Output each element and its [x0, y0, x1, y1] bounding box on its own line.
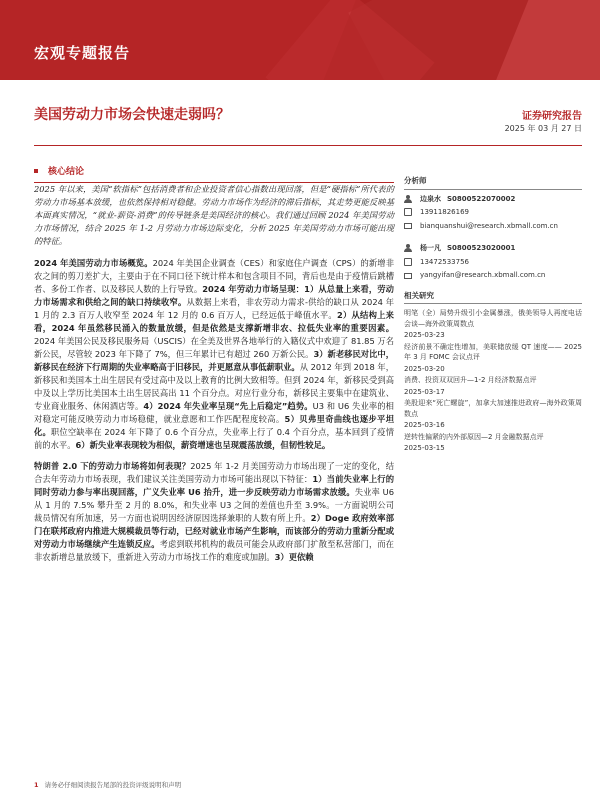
text-run: 失业率 U6 从 1 月的 7.5% 攀升至 2 月的 8.0%，和失业率 U3 之间的差值也升至 3.9%。一方面说明公司裁员情况有所加速，另一方面也说明因经济原因选择兼职的人数有所上升。 [34, 487, 394, 523]
related-date: 2025-03-15 [404, 444, 445, 452]
mail-icon [404, 223, 412, 229]
bold-run: 2024 年劳动力市场呈现：1）从总量上来看，劳动力市场需求和供给之间的缺口持续收窄。 [34, 284, 394, 307]
bold-run: 6）新失业率表现较为相似，薪资增速也呈现震荡放缓，但韧性较足。 [75, 440, 331, 450]
analyst-phone-row [404, 257, 582, 268]
related-date: 2025-03-16 [404, 421, 445, 429]
related-item[interactable]: 逆转性偏紧的内外部原因—2 月金融数据点评 [404, 432, 544, 441]
report-title: 美国劳动力市场会快速走弱吗？ [34, 107, 230, 123]
text-run: 职位空缺率在 2024 年下降了 0.6 个百分点，失业率上行了 0.4 个百分点，基本回到了疫情前的水平。 [34, 427, 394, 450]
text-run: U3 和 U6 失业率的相对稳定可能反映劳动力市场稳健，就业意愿和工作匹配程度较高。 [34, 401, 394, 424]
person-icon [404, 244, 412, 252]
banner-title: 宏观专题报告 [34, 44, 131, 62]
overview-paragraph [34, 257, 394, 452]
related-item[interactable]: 美股迎来“死亡螺旋”，加拿大加速推进政府—海外政策周数点 [404, 399, 582, 418]
section-heading-text: 核心结论 [48, 167, 85, 177]
analyst-email[interactable]: yangyifan@research.xbmall.com.cn [420, 271, 546, 279]
analyst-name: 边泉水 [420, 194, 441, 203]
outlook-paragraph [34, 460, 394, 564]
title-divider [34, 145, 582, 146]
text-run: 2025 年 1-2 月美国劳动力市场出现了一定的变化，结合去年劳动力市场表现，我们建议关注美国劳动力市场可能出现以下特征： [34, 461, 394, 484]
sidebar [404, 176, 582, 455]
text-run: 考虑到联邦机构的裁员可能会从政府部门扩散至私营部门，而在非农新增总量放缓下，重新进入劳动力市场找工作的难度或加剧。 [34, 539, 394, 562]
phone-icon [404, 208, 412, 216]
bold-run: 4）2024 年失业率呈现“先上后稳定”趋势。 [143, 401, 313, 411]
section-heading [34, 160, 394, 183]
analyst-phone: 13911826169 [420, 208, 469, 216]
bold-run: 2）从结构上来看，2024 年虽然移民涌入的数量放缓，但是依然是支撑新增非农、拉低失业率的重要因素。 [34, 310, 394, 333]
person-icon [404, 195, 412, 203]
bold-run: 5）贝弗里奇曲线也逐步平坦化。 [34, 414, 394, 437]
analyst-name: 杨一凡 [420, 244, 441, 252]
summary-paragraph: 2025 年以来，美国“软指标”包括消费者和企业投资者信心指数出现回落，但是“硬指标”所代表的劳动力市场基本放缓，也依然保持相对稳健。劳动力市场作为经济的滞后指标，其走势更能反映基本面真实情况，“就业-薪资-消费”的传导链条是美国经济的核心。我们通过回顾 2024 年美国劳动力市场情况，结合 2025 年 1-2 月劳动力市场边际变化，分析 2025 年美国劳动力市场可能出现的特征。 [34, 184, 394, 246]
analyst-license-id: S0800522070002 [447, 194, 516, 203]
related-item[interactable]: 经济前景不确定性增加，美联储放缓 QT 速度—— 2025 年 3 月 FOMC 会议点评 [404, 342, 582, 361]
text-run: 从数据上来看，非农劳动力需求-供给的缺口从 2024 年 1 月的 2.3 百万人收窄至 2024 年 12 月的 0.6 百万人，已经远低于峰值水平。 [34, 297, 394, 320]
analyst-email[interactable]: bianquanshui@research.xbmall.com.cn [420, 221, 558, 230]
related-item[interactable]: 明笔（全）局势升级引小金属暴涨，俄美领导人再度电话会谈—海外政策周数点 [404, 309, 582, 328]
text-run: 2024 年美国企业调查（CES）和家庭住户调查（CPS）的新增非农之间的剪刀差扩大，主要由于在不同口径下统计样本和包含项目不同，背后也是由于疫情后跳槽者、多份工作者、以及移民人数的上行导致。 [34, 258, 395, 294]
analyst-license-id: S0800523020001 [447, 244, 516, 252]
report-date: 2025 年 03 月 27 日 [504, 124, 582, 133]
analyst-email-row [404, 221, 582, 232]
bold-run: 1）当前失业率上行的同时劳动力参与率出现回落，广义失业率 U6 抬升，进一步反映劳动力市场需求放缓。 [34, 474, 394, 497]
related-date: 2025-03-20 [404, 364, 445, 373]
analyst-name-row [404, 194, 582, 205]
related-date: 2025-03-23 [404, 331, 445, 339]
bullet-icon [34, 169, 38, 173]
bold-run: 3）新老移民对比中，新移民在经济下行周期的失业率略高于旧移民，并更愿意从事低薪职业。 [34, 349, 394, 372]
related-research [404, 291, 582, 454]
header-banner [0, 0, 600, 80]
analyst-phone: 13472533756 [420, 257, 469, 266]
phone-icon [404, 258, 412, 266]
analyst-heading: 分析师 [404, 176, 582, 190]
footer-disclaimer: 请务必仔细阅读报告尾部的投资评级说明和声明 [44, 781, 182, 789]
page-number: 1 [34, 781, 39, 789]
related-item[interactable]: 消费、投资双双回升—1-2 月经济数据点评 [404, 376, 537, 384]
text-run: 从 2012 年到 2018 年，新移民和美国本土出生居民有受过高中及以上教育的比例大致相等。但到 2024 年，新移民受到高中及以上学历比美国本土出生居民高出 11 个百分点。对应行业分布，新移民主要集中在建筑业、专业商业服务、休闲酒店等。 [34, 362, 394, 411]
bold-run: 3）更依赖 [274, 552, 314, 562]
analyst-email-row [404, 270, 582, 281]
main-content [34, 183, 394, 572]
bold-run: 2024 年美国劳动力市场概览。 [34, 258, 153, 268]
related-heading: 相关研究 [404, 291, 582, 305]
analyst-phone-row [404, 207, 582, 218]
mail-icon [404, 273, 412, 279]
bold-run: 2）Doge 政府效率部门在联邦政府内推进大规模裁员等行动，已经对就业市场产生影响，而该部分的劳动力重新分配或对劳动力市场继续产生连锁反应。 [34, 513, 394, 549]
footer [34, 780, 181, 789]
bold-run: 特朗普 2.0 下的劳动力市场将如何表现？ [34, 461, 191, 471]
report-type: 证券研究报告 [522, 111, 582, 122]
related-date: 2025-03-17 [404, 387, 445, 396]
text-run: 2024 年美国公民及移民服务局（USCIS）在全美及世界各地举行的入籍仪式中欢迎了 81.85 万名新公民，尽管较 2023 年下降了 7%，但三年累计已有超过 260 万新公民。 [34, 336, 394, 359]
analyst-name-row [404, 243, 582, 254]
